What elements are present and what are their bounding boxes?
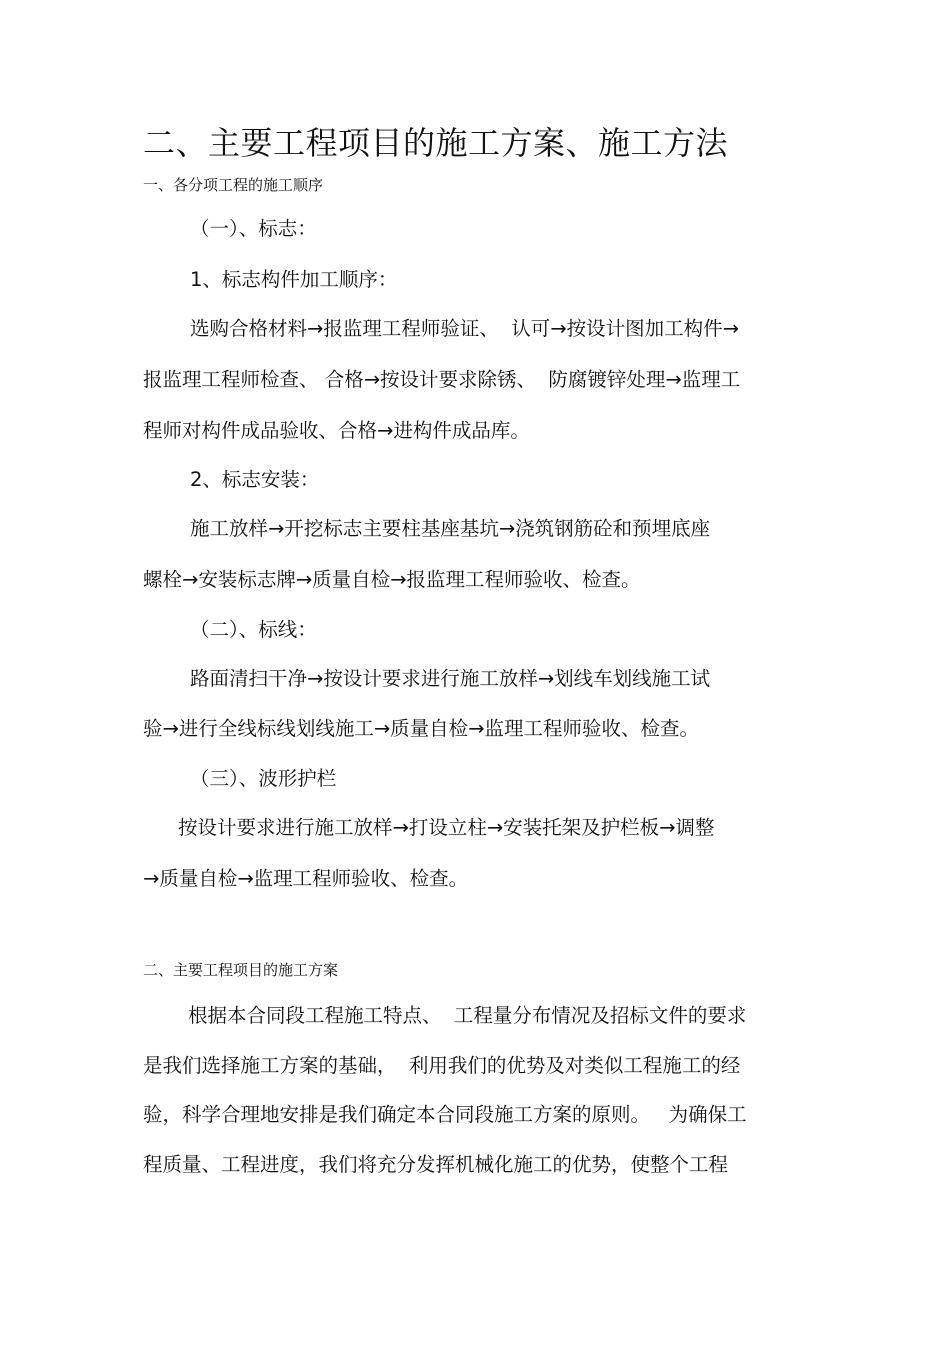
sub1-item1-line: 程师对构件成品验收、合格→进构件成品库。: [143, 419, 530, 442]
section2-line: 是我们选择施工方案的基础， 利用我们的优势及对类似工程施工的经: [143, 1054, 741, 1077]
sub2-line: 验→进行全线标线划线施工→质量自检→监理工程师验收、检查。: [143, 717, 700, 740]
sub1-item1-line: 选购合格材料→报监理工程师验证、 认可→按设计图加工构件→: [190, 317, 739, 340]
sub1-item2-heading: 2、标志安装：: [190, 468, 320, 491]
sub3-line: →质量自检→监理工程师验收、检查。: [143, 867, 469, 890]
section2-heading: 二、主要工程项目的施工方案: [143, 961, 339, 979]
sub1-item2-line: 施工放样→开挖标志主要柱基座基坑→浇筑钢筋砼和预埋底座: [190, 517, 711, 540]
sub2-line: 路面清扫干净→按设计要求进行施工放样→划线车划线施工试: [190, 667, 711, 690]
sub3-line: 按设计要求进行施工放样→打设立柱→安装托架及护栏板→调整: [178, 816, 715, 839]
document-title: 二、主要工程项目的施工方案、施工方法: [143, 124, 729, 162]
sub1-item1-line: 报监理工程师检查、 合格→按设计要求除锈、 防腐镀锌处理→监理工: [143, 368, 741, 391]
section2-line: 程质量、工程进度，我们将充分发挥机械化施工的优势，使整个工程: [143, 1153, 729, 1176]
section1-heading: 一、各分项工程的施工顺序: [143, 176, 324, 194]
sub1-item1-heading: 1、标志构件加工顺序：: [190, 268, 398, 291]
sub3-heading: （三）、波形护栏: [190, 767, 337, 790]
section2-line: 根据本合同段工程施工特点、 工程量分布情况及招标文件的要求: [188, 1004, 747, 1027]
sub1-item2-line: 螺栓→安装标志牌→质量自检→报监理工程师验收、检查。: [143, 568, 641, 591]
sub2-heading: （二）、标线：: [190, 618, 317, 641]
sub1-heading: （一）、标志：: [190, 217, 317, 240]
section2-line: 验，科学合理地安排是我们确定本合同段施工方案的原则。 为确保工: [143, 1103, 747, 1126]
